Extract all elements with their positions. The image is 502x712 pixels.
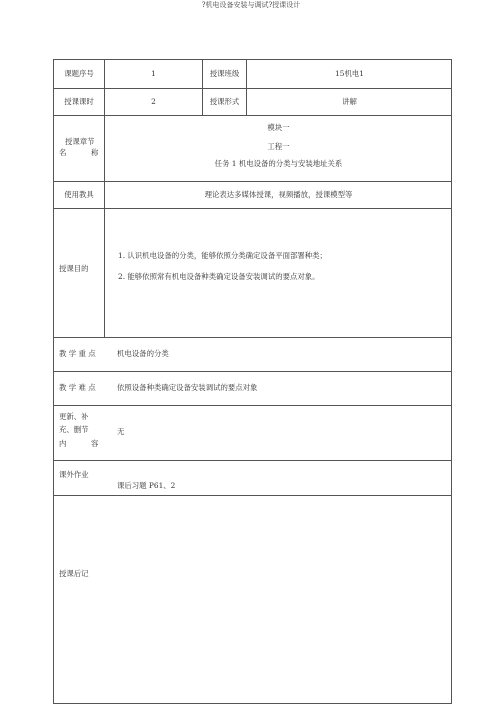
objective-item-2: 2. 能够依照常有机电设备种类确定设备安装调试的要点对象。 — [118, 272, 320, 281]
chapter-label-line1: 授课章节 — [65, 137, 95, 146]
class-label: 授课班级 — [209, 69, 240, 78]
homework-label: 课外作业 — [59, 470, 89, 479]
homework-value: 课后习题 P61、2 — [117, 481, 176, 490]
tools-label: 使用教具 — [64, 190, 94, 199]
chapter-module: 模块一 — [267, 123, 290, 132]
objective-item-1: 1. 认识机电设备的分类，能够依照分类确定设备平面部署种类； — [118, 251, 327, 260]
column-divider — [104, 60, 105, 209]
lesson-plan-table — [53, 59, 452, 704]
row-divider — [54, 181, 451, 182]
form-label: 授课形式 — [209, 97, 240, 106]
document-title: ?机电设备安装与调试?授课设计 — [201, 1, 301, 9]
objectives-label: 授课目的 — [59, 264, 89, 273]
supplement-label-line2: 充、删节 — [59, 425, 89, 434]
form-value: 讲解 — [342, 97, 357, 106]
postscript-label: 授课后记 — [59, 569, 89, 578]
lesson-no-value: 1 — [151, 69, 156, 78]
row-divider — [54, 88, 451, 89]
row-divider — [54, 371, 451, 372]
supplement-label-char: 容 — [91, 439, 99, 448]
key-points-value: 机电设备的分类 — [117, 349, 169, 358]
chapter-task: 任务 1 机电设备的分类与安装地址关系 — [214, 159, 343, 168]
column-divider — [104, 208, 105, 337]
row-divider — [54, 495, 451, 496]
chapter-label-name-char: 称 — [91, 148, 99, 157]
hours-label: 授课课时 — [64, 97, 94, 106]
chapter-label-name-char: 名 — [59, 148, 67, 157]
row-divider — [54, 115, 451, 116]
chapter-project: 工程一 — [267, 142, 290, 151]
row-divider — [54, 405, 451, 406]
hours-value: 2 — [151, 97, 156, 106]
lesson-no-label: 课题序号 — [64, 69, 94, 78]
supplement-label-line1: 更新、补 — [59, 412, 89, 421]
supplement-value: 无 — [117, 427, 125, 436]
key-points-label: 教 学 重 点 — [59, 349, 96, 358]
row-divider — [54, 460, 451, 461]
tools-value: 理论表达多媒体授课，视频播放，授课模型等 — [204, 190, 353, 199]
row-divider — [54, 208, 451, 209]
difficulties-value: 依照设备种类确定设备安装调试的要点对象 — [117, 383, 258, 392]
difficulties-label: 教 学 难 点 — [59, 383, 96, 392]
supplement-label-char: 内 — [59, 439, 67, 448]
class-value: 15机电1 — [335, 69, 364, 78]
row-divider — [54, 337, 451, 338]
